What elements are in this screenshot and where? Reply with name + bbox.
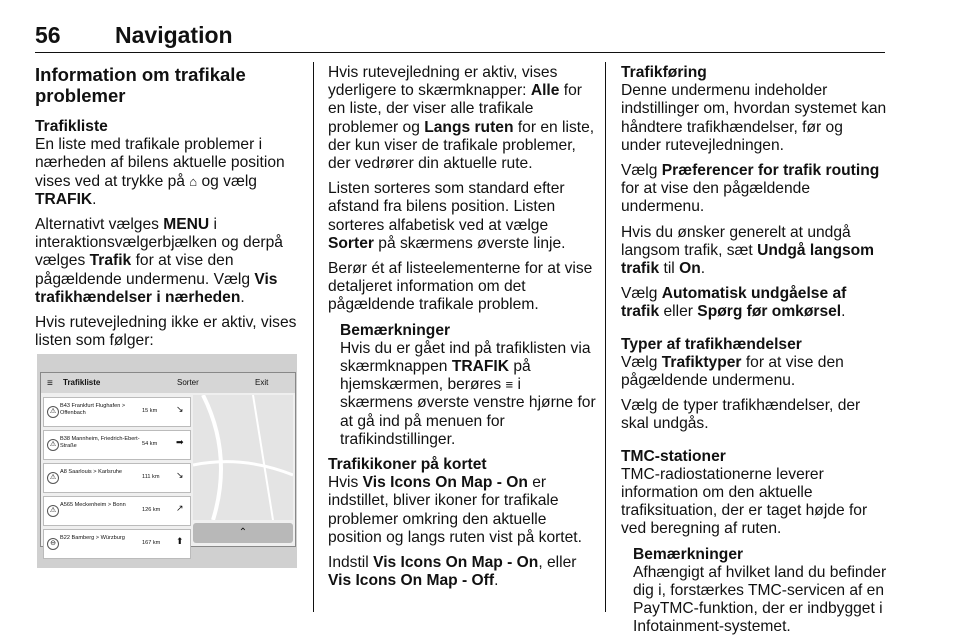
page-number: 56 — [35, 22, 61, 48]
note: Bemærkninger Afhængigt af hvilket land du befinder dig i, forstærkes TMC-servicen af en PayTMC-funktion, der er indbygget i Infotainment-systemet. — [633, 545, 887, 636]
paragraph: Hvis Vis Icons On Map - On er indstillet, bliver ikoner for trafikale problemer omkring den aktuelle position og langs ruten vist på kortet. — [328, 474, 582, 546]
no-entry-icon: ⊖ — [47, 538, 59, 550]
menu-icon: ≡ — [47, 378, 53, 389]
paragraph: Vælg Automatisk undgåelse af trafik eller Spørg før omkørsel. — [621, 285, 847, 321]
subheading: TMC-stationer — [621, 447, 726, 465]
traffic-list-screenshot — [37, 354, 297, 568]
map-preview — [193, 395, 293, 520]
header-rule — [35, 52, 885, 53]
list-item: ⚠ B38 Mannheim, Friedrich-Ebert-Straße 54 km ➡ — [43, 430, 191, 460]
list-item: ⚠ A8 Saarlouis > Karlsruhe 111 km ↘ — [43, 463, 191, 493]
arrow-icon: ↗ — [176, 503, 184, 513]
list-item: ⚠ B43 Frankfurt Flughafen > Offenbach 15 km ↘ — [43, 397, 191, 427]
paragraph: Hvis rutevejledning er aktiv, vises yderligere to skærmknapper: Alle for en liste, der viser alle trafikale problemer og Langs ruten for en liste, der kun viser de trafikale problemer, der vedrører din aktuelle rute. — [328, 64, 595, 173]
paragraph: Hvis du ønsker generelt at undgå langsom trafik, sæt Undgå langsom trafik til On. — [621, 223, 875, 278]
arrow-icon: ⬆ — [176, 536, 184, 546]
page-title: Navigation — [115, 22, 233, 48]
paragraph: Vælg de typer trafikhændelser, der skal undgås. — [621, 397, 861, 433]
warning-icon: ⚠ — [47, 505, 59, 517]
column-divider — [605, 62, 606, 612]
subheading: Typer af trafikhændelser — [621, 335, 802, 353]
paragraph: Hvis rutevejledning ikke er aktiv, vises listen som følger: — [35, 314, 297, 350]
subheading: Trafikikoner på kortet — [328, 456, 487, 474]
settings-menu-icon: ≡ — [505, 377, 514, 393]
list-item: ⊖ B22 Bamberg > Würzburg 167 km ⬆ — [43, 529, 191, 559]
column-3 — [621, 64, 887, 644]
paragraph: En liste med trafikale problemer i nærheden af bilens aktuelle position vises ved at trykke på ⌂ og vælg TRAFIK. — [35, 136, 285, 208]
paragraph: Denne undermenu indeholder indstillinger om, hvordan systemet kan håndtere trafikhændelser, før og under rutevejledningen. — [621, 82, 887, 154]
warning-icon: ⚠ — [47, 439, 59, 451]
paragraph: Vælg Trafiktyper for at vise den pågældende undermenu. — [621, 353, 844, 390]
paragraph: Alternativt vælges MENU i interaktionsvælgerbjælken og derpå vælges Trafik for at vise den pågældende undermenu. Vælg Vis trafikhændelser i nærheden. — [35, 216, 283, 306]
screen-frame — [40, 372, 296, 547]
column-divider — [313, 62, 314, 612]
chevron-up-icon: ⌃ — [193, 523, 293, 543]
column-1 — [35, 64, 307, 357]
subheading: Trafikliste — [35, 118, 108, 135]
paragraph: Vælg Præferencer for trafik routing for at vise den pågældende undermenu. — [621, 162, 880, 216]
note-heading: Bemærkninger — [633, 545, 744, 563]
home-icon: ⌂ — [189, 173, 198, 189]
arrow-icon: ↘ — [176, 404, 184, 414]
map-roads — [193, 395, 293, 520]
screen-toolbar — [41, 373, 295, 393]
paragraph: Listen sorteres som standard efter afstand fra bilens position. Listen sorteres alfabetisk ved at vælge Sorter på skærmens øverste linje. — [328, 180, 566, 252]
arrow-icon: ↘ — [176, 470, 184, 480]
subheading: Trafikføring — [621, 64, 707, 81]
arrow-icon: ➡ — [176, 437, 184, 447]
traffic-list — [43, 397, 191, 562]
paragraph: Berør ét af listeelementerne for at vise detaljeret information om det pågældende trafikale problem. — [328, 260, 593, 314]
warning-icon: ⚠ — [47, 406, 59, 418]
warning-icon: ⚠ — [47, 472, 59, 484]
sort-button: Sorter — [177, 378, 199, 387]
list-item: ⚠ A565 Meckenheim > Bonn 126 km ↗ — [43, 496, 191, 526]
paragraph: Indstil Vis Icons On Map - On, eller Vis Icons On Map - Off. — [328, 554, 577, 590]
exit-button: Exit — [255, 378, 269, 387]
note: Bemærkninger Hvis du er gået ind på trafiklisten via skærmknappen TRAFIK på hjemskærmen, berøres ≡ i skærmens øverste venstre hjørne for at gå ind på menuen for trafikindstillinger. — [340, 321, 596, 448]
section-heading: Information om trafikale problemer — [35, 64, 246, 106]
paragraph: TMC-radiostationerne leverer information om den aktuelle trafiksituation, der er taget højde for ved beregning af ruten. — [621, 465, 868, 538]
column-2 — [328, 64, 596, 597]
screen-title: Trafikliste — [63, 378, 101, 387]
note-heading: Bemærkninger — [340, 321, 451, 339]
